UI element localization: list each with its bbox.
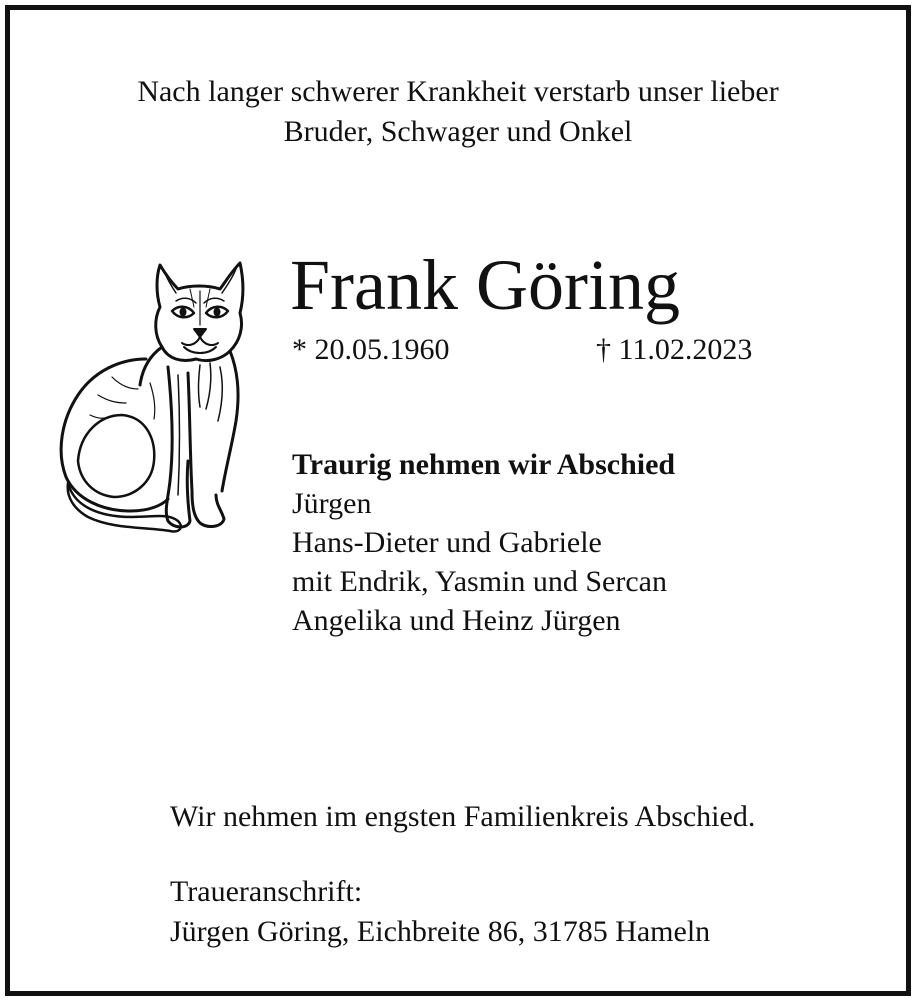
address-value: Jürgen Göring, Eichbreite 86, 31785 Hameln bbox=[170, 915, 711, 948]
intro-line-1: Nach langer schwerer Krankheit verstarb unser lieber bbox=[137, 75, 779, 108]
farewell-text: Wir nehmen im engsten Familienkreis Abschied. bbox=[170, 800, 756, 833]
death-date: † 11.02.2023 bbox=[596, 333, 753, 366]
mourning-address bbox=[170, 872, 710, 952]
intro-text bbox=[0, 72, 916, 152]
mourner-line: Angelika und Heinz Jürgen bbox=[292, 604, 621, 637]
mourner-line: mit Endrik, Yasmin und Sercan bbox=[292, 565, 667, 598]
birth-date: * 20.05.1960 bbox=[292, 333, 450, 366]
mourner-line: Jürgen bbox=[292, 487, 372, 520]
mourners-heading: Traurig nehmen wir Abschied bbox=[292, 448, 676, 481]
deceased-name: Frank Göring bbox=[290, 245, 680, 325]
mourners-block bbox=[292, 445, 675, 640]
cat-icon bbox=[50, 255, 250, 535]
mourner-line: Hans-Dieter und Gabriele bbox=[292, 526, 602, 559]
address-label: Traueranschrift: bbox=[170, 875, 363, 908]
intro-line-2: Bruder, Schwager und Onkel bbox=[283, 115, 633, 148]
